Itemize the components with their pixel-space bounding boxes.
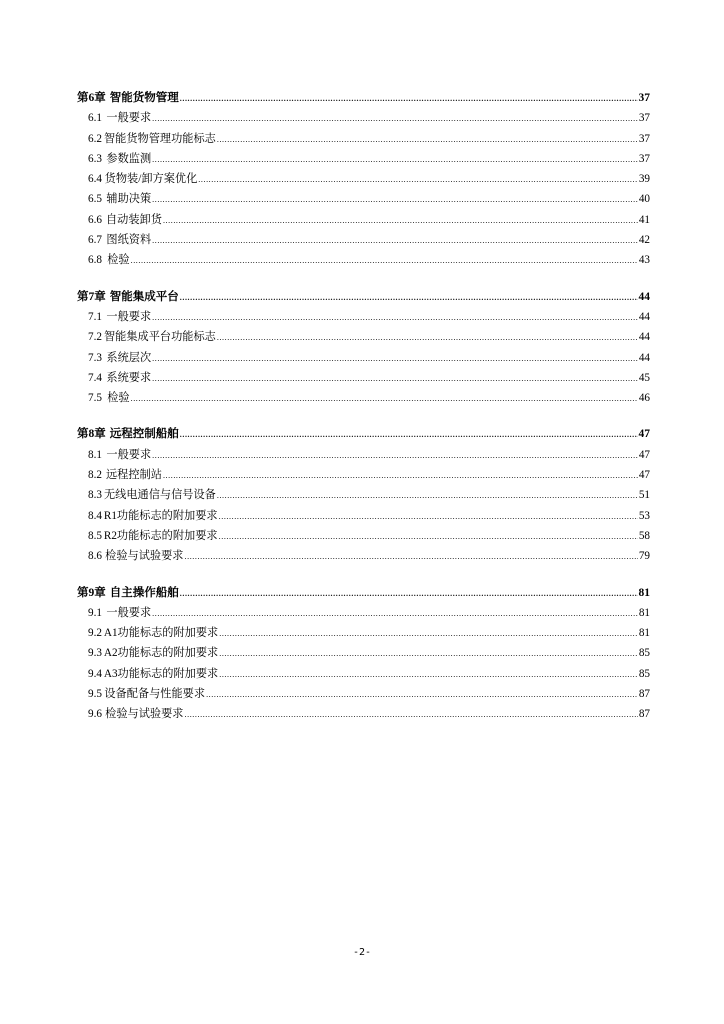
section-number: 6.8 <box>88 254 102 267</box>
section-number: 6.6 <box>88 213 102 226</box>
chapter-title: 自主操作船舶 <box>109 586 179 599</box>
section-number: 9.5 <box>88 688 102 701</box>
section-number: 6.1 <box>88 112 102 125</box>
page-number: 46 <box>638 392 650 405</box>
section-title: 自动装卸货 <box>105 213 162 226</box>
dot-leader <box>185 553 638 561</box>
dot-leader <box>152 355 638 363</box>
table-of-contents <box>77 88 650 741</box>
dot-leader <box>152 375 638 383</box>
page-number: 42 <box>638 234 650 247</box>
dot-leader <box>219 650 638 658</box>
page-number: 87 <box>638 708 650 721</box>
dot-leader <box>131 395 638 403</box>
dot-leader <box>206 691 638 699</box>
toc-entry[interactable] <box>77 526 650 546</box>
page-number: 37 <box>638 92 650 104</box>
section-title: 一般要求 <box>106 606 152 619</box>
dot-leader <box>219 513 638 521</box>
section-title: 检验与试验要求 <box>105 708 184 721</box>
section-number: 9.4 <box>88 667 102 680</box>
section-title: 智能集成平台功能标志 <box>103 331 216 344</box>
toc-entry[interactable] <box>77 684 650 704</box>
dot-leader <box>152 452 638 460</box>
dot-leader <box>163 217 638 225</box>
page-number: 85 <box>638 647 650 660</box>
chapter-heading[interactable] <box>77 287 650 307</box>
section-number: 7.4 <box>88 371 102 384</box>
section-title: 无线电通信与信号设备 <box>103 489 216 502</box>
toc-entry[interactable] <box>77 546 650 566</box>
toc-chapter <box>77 88 650 271</box>
section-number: 7.5 <box>88 392 102 405</box>
section-number: 7.3 <box>88 351 102 364</box>
chapter-heading[interactable] <box>77 583 650 603</box>
dot-leader <box>180 590 638 598</box>
page-number: 37 <box>638 152 650 165</box>
toc-entry[interactable] <box>77 307 650 327</box>
dot-leader <box>152 237 638 245</box>
toc-entry[interactable] <box>77 348 650 368</box>
section-number: 7.1 <box>88 310 102 323</box>
toc-entry[interactable] <box>77 643 650 663</box>
toc-entry[interactable] <box>77 210 650 230</box>
dot-leader <box>152 610 638 618</box>
page-number: 81 <box>638 627 650 640</box>
page-number: 44 <box>638 331 650 344</box>
page-number: 85 <box>638 667 650 680</box>
page-number: 45 <box>638 371 650 384</box>
toc-entry[interactable] <box>77 506 650 526</box>
section-title: 远程控制站 <box>105 469 162 482</box>
toc-entry[interactable] <box>77 189 650 209</box>
section-title: 参数监测 <box>106 152 152 165</box>
page-number: 81 <box>638 586 650 599</box>
section-number: 6.3 <box>88 152 102 165</box>
section-title: 一般要求 <box>106 448 152 461</box>
toc-entry[interactable] <box>77 445 650 465</box>
toc-chapter <box>77 424 650 566</box>
dot-leader <box>152 314 638 322</box>
dot-leader <box>131 257 638 265</box>
section-title: 系统层次 <box>106 351 152 364</box>
dot-leader <box>217 334 638 342</box>
dot-leader <box>219 533 638 541</box>
section-title: 检验 <box>107 254 130 267</box>
chapter-title: 智能集成平台 <box>109 290 179 303</box>
toc-entry[interactable] <box>77 704 650 724</box>
toc-entry[interactable] <box>77 108 650 128</box>
page-number: 37 <box>638 112 650 125</box>
section-number: 9.6 <box>88 708 102 721</box>
section-title: 设备配备与性能要求 <box>104 688 206 701</box>
dot-leader <box>219 671 638 679</box>
section-number: 6.5 <box>88 193 102 206</box>
section-title: 一般要求 <box>106 310 152 323</box>
toc-entry[interactable] <box>77 230 650 250</box>
toc-entry[interactable] <box>77 465 650 485</box>
page-number: 47 <box>638 428 650 441</box>
page-number: 79 <box>638 550 650 563</box>
section-number: 9.3 <box>88 647 102 660</box>
chapter-number: 第9章 <box>77 586 106 599</box>
section-number: 9.1 <box>88 606 102 619</box>
dot-leader <box>152 156 638 164</box>
toc-entry[interactable] <box>77 129 650 149</box>
dot-leader <box>219 630 638 638</box>
section-title: 检验 <box>107 392 130 405</box>
dot-leader <box>180 294 638 302</box>
page-number: 87 <box>638 688 650 701</box>
section-title: R1功能标志的附加要求 <box>103 509 218 522</box>
dot-leader <box>180 431 638 439</box>
chapter-number: 第8章 <box>77 428 106 441</box>
section-title: 一般要求 <box>106 112 152 125</box>
section-number: 6.7 <box>88 234 102 247</box>
toc-entry[interactable] <box>77 623 650 643</box>
page-number: 39 <box>638 173 650 186</box>
toc-entry[interactable] <box>77 603 650 623</box>
section-title: 货物装/卸方案优化 <box>104 173 198 186</box>
section-title: A2功能标志的附加要求 <box>103 647 219 660</box>
dot-leader <box>152 115 638 123</box>
chapter-title: 智能货物管理 <box>109 92 179 104</box>
page-number: 58 <box>638 529 650 542</box>
toc-entry[interactable] <box>77 485 650 505</box>
dot-leader <box>152 196 638 204</box>
toc-chapter <box>77 583 650 725</box>
dot-leader <box>180 95 638 103</box>
section-title: A1功能标志的附加要求 <box>103 627 219 640</box>
section-number: 8.3 <box>88 489 102 502</box>
section-title: 辅助决策 <box>106 193 152 206</box>
toc-entry[interactable] <box>77 327 650 347</box>
page-number: 44 <box>638 351 650 364</box>
page-number: 37 <box>638 132 650 145</box>
page-number: 40 <box>638 193 650 206</box>
chapter-number: 第6章 <box>77 92 106 104</box>
section-title: 智能货物管理功能标志 <box>103 132 216 145</box>
page-number: 44 <box>638 290 650 303</box>
page-number: 53 <box>638 509 650 522</box>
section-title: 检验与试验要求 <box>105 550 184 563</box>
dot-leader <box>185 711 638 719</box>
toc-entry[interactable] <box>77 149 650 169</box>
chapter-heading[interactable] <box>77 424 650 444</box>
page-number: 47 <box>638 448 650 461</box>
page-number: 51 <box>638 489 650 502</box>
dot-leader <box>217 492 638 500</box>
chapter-title: 远程控制船舶 <box>109 428 179 441</box>
dot-leader <box>198 176 638 184</box>
toc-entry[interactable] <box>77 169 650 189</box>
page-number: 41 <box>638 213 650 226</box>
page-footer-number: -2- <box>352 947 372 958</box>
section-number: 8.4 <box>88 509 102 522</box>
page-number: 43 <box>638 254 650 267</box>
section-number: 8.1 <box>88 448 102 461</box>
section-title: A3功能标志的附加要求 <box>103 667 219 680</box>
page-number: 47 <box>638 469 650 482</box>
toc-entry[interactable] <box>77 388 650 408</box>
toc-entry[interactable] <box>77 368 650 388</box>
section-title: R2功能标志的附加要求 <box>103 529 218 542</box>
section-number: 9.2 <box>88 627 102 640</box>
toc-entry[interactable] <box>77 664 650 684</box>
section-number: 7.2 <box>88 331 102 344</box>
chapter-heading[interactable] <box>77 88 650 108</box>
page-number: 81 <box>638 606 650 619</box>
dot-leader <box>163 472 638 480</box>
toc-chapter <box>77 287 650 409</box>
dot-leader <box>217 136 638 144</box>
section-number: 6.2 <box>88 132 102 145</box>
toc-entry[interactable] <box>77 250 650 270</box>
section-title: 系统要求 <box>106 371 152 384</box>
section-number: 8.6 <box>88 550 102 563</box>
section-title: 图纸资料 <box>106 234 152 247</box>
section-number: 6.4 <box>88 173 102 186</box>
page-number: 44 <box>638 310 650 323</box>
chapter-number: 第7章 <box>77 290 106 303</box>
section-number: 8.2 <box>88 469 102 482</box>
section-number: 8.5 <box>88 529 102 542</box>
